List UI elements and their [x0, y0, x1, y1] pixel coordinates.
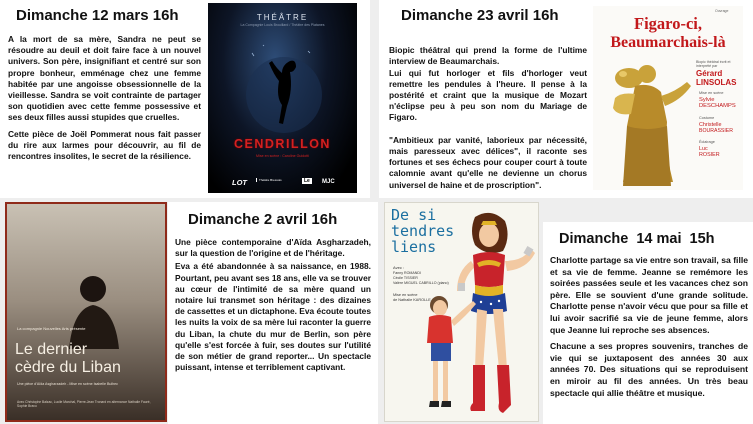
- poster-name-costume-last: BOURASSIER: [699, 128, 734, 134]
- logo-le: Le: [304, 178, 310, 184]
- poster-cast-1: Fanny ROMANDI: [393, 271, 421, 275]
- poster-cast-3: Valère MIGUEL CABRILLO (piano): [393, 281, 449, 285]
- poster-label-costume: Costume: [699, 116, 715, 120]
- poster-credits: Une pièce d'Aïda Asgharzadeh - Mise en scène Isabelle Bulhec: [17, 382, 118, 386]
- poster-credits: Mise en scène : Caroline Guidotti: [256, 154, 309, 158]
- poster-title-line3: liens: [391, 238, 437, 256]
- poster-title-line2: Beaumarchais-là: [610, 34, 726, 51]
- poster-name-lighting-last: ROSIER: [699, 152, 720, 158]
- description-paragraph: Charlotte partage sa vie entre son travail, sa fille et sa vie de femme. Jeanne se remémore les soirées passées seule et les vacances chez son père. Elle se souvient d'une grande solitude. Charlotte pense n'avoir vécu que pour sa fille et lui avoir sacrifié sa vie de jeune femme, alors que Jeanne lui reproche ses absences.: [550, 255, 748, 335]
- poster-header: THÉÂTRE: [256, 13, 309, 22]
- poster-cast: Avec Christophe Balzac, Lucile Marchal, Pierre-Jean Tronard en alternance Nathalie Fauré, Sophie Bravo: [17, 400, 151, 409]
- event-date: Dimanche 14 mai 15h: [559, 231, 715, 247]
- poster-title-line1: Le dernier: [15, 341, 88, 358]
- statue-illustration: [595, 56, 705, 190]
- poster-cast-label: Avec :: [393, 265, 405, 270]
- poster-company: La compagnie Nouvelles Arts présente: [17, 326, 86, 331]
- description-paragraph: "Ambitieux par vanité, laborieux par nécessité, mais paresseux avec délices", il raconte ses fortunes et ses échecs pour couper court à toute calomnie avant qu'elle ne devienne un chorus universel de haine et de proscription".: [389, 134, 587, 190]
- poster-label-director: Mise en scène: [699, 91, 724, 95]
- poster-subheader: La Compagnie Louis Brouillard / Théâtre des Platanes: [240, 23, 325, 27]
- description-paragraph: A la mort de sa mère, Sandra ne peut se résoudre au deuil et doit faire face à un nouvel univers. Son père, insignifiant et centré sur son propre bonheur, emménage chez une femme habitée par une angoisse obsessionnelle de la vieillesse. Sandra se voit contrainte de partager son quotidien avec cette femme possessive et ses deux filles aussi stupides que cruelles.: [8, 34, 201, 123]
- dancer-silhouette: [238, 33, 328, 133]
- poster-corner-label: Ouvrage: [715, 9, 729, 13]
- poster-cast-2: Cécile TISSIER: [393, 276, 418, 280]
- poster-title-line2: cèdre du Liban: [15, 359, 121, 376]
- poster-title-line2: tendres: [391, 222, 455, 240]
- event-description: [175, 237, 371, 378]
- event-date: Dimanche 23 avril 16h: [401, 7, 559, 24]
- poster-name-director-first: Sylvie: [699, 97, 715, 103]
- event-panel-14-mai: [543, 222, 753, 424]
- poster-title: CENDRILLON: [234, 137, 331, 151]
- poster-figaro-ci: [593, 6, 743, 190]
- description-paragraph: Eva a été abandonnée à sa naissance, en 1988. Pourtant, peu avant ses 18 ans, elle va se trouver au cœur de l'intimité de sa mère quand un notaire lui transmet son héritage : des dizaines de cassettes et un dictaphone. Eva écoute toutes les nuits la voix de sa mère lui raconter la guerre du Liban, la chute du mur de Berlin, son père qu'elle s'est forcée à fuir, ses doutes sur l'utilité de son métier de grand reporter... Un spectacle puissant, intense et terriblement captivant.: [175, 261, 371, 373]
- event-panel-2-avril: [168, 202, 378, 424]
- event-description: [8, 34, 201, 167]
- poster-le-dernier-cedre: [5, 202, 167, 422]
- poster-director-label: Mise en scène: [393, 293, 418, 297]
- poster-cendrillon: [208, 3, 357, 193]
- poster-name-author: Gérard LINSOLAS: [696, 69, 737, 87]
- event-description: [550, 255, 748, 404]
- poster-name-costume-first: Christelle: [699, 122, 722, 128]
- poster-name-lighting-first: Luc: [699, 146, 708, 152]
- event-date: Dimanche 12 mars 16h: [16, 7, 179, 24]
- description-paragraph: Une pièce contemporaine d'Aïda Asgharzadeh, sur la question de l'origine et de l'héritage.: [175, 237, 371, 259]
- event-description: [389, 34, 587, 207]
- poster-label-lighting: Éclairage: [699, 140, 715, 144]
- description-paragraph: Biopic théâtral qui prend la forme de l'ultime interview de Beaumarchais. Lui qui fut horloger et fils d'horloger veut remettre les pendules à l'heure. Il pense à la postérité et craint que la musique de Mozart n'éclipse peu à peu son nom du Mariage de Figaro.: [389, 45, 587, 123]
- logo-lot: LOT: [232, 178, 247, 187]
- poster-name-director-last: DESCHAMPS: [699, 103, 736, 109]
- poster-title-line1: De si: [391, 206, 437, 224]
- description-paragraph: Chacune a ses propres souvenirs, tranches de vie qui se juxtaposent des années 30 aux années 70. Des situations qui se reproduisent en miroir au fil des années. Un très beau spectacle qui allie théâtre et musique.: [550, 341, 748, 398]
- poster-label-author: Biopic théâtral écrit et interprété par: [696, 60, 731, 69]
- description-paragraph: Cette pièce de Joël Pommerat nous fait passer du rire aux larmes pour découvrir, au fil de rencontres insolites, le secret de la résilience.: [8, 128, 201, 162]
- figure-silhouette: [47, 259, 137, 349]
- event-date: Dimanche 2 avril 16h: [188, 211, 338, 228]
- superheroine-illustration: [425, 205, 537, 421]
- poster-title-line1: Figaro-ci,: [634, 14, 702, 33]
- poster-director: de Nathalie KAROLLE: [393, 298, 431, 302]
- logo-theatre: Théâtre Bressois: [256, 178, 283, 182]
- poster-de-si-tendres-liens: [384, 202, 539, 422]
- logo-mjc: MJC: [322, 179, 335, 185]
